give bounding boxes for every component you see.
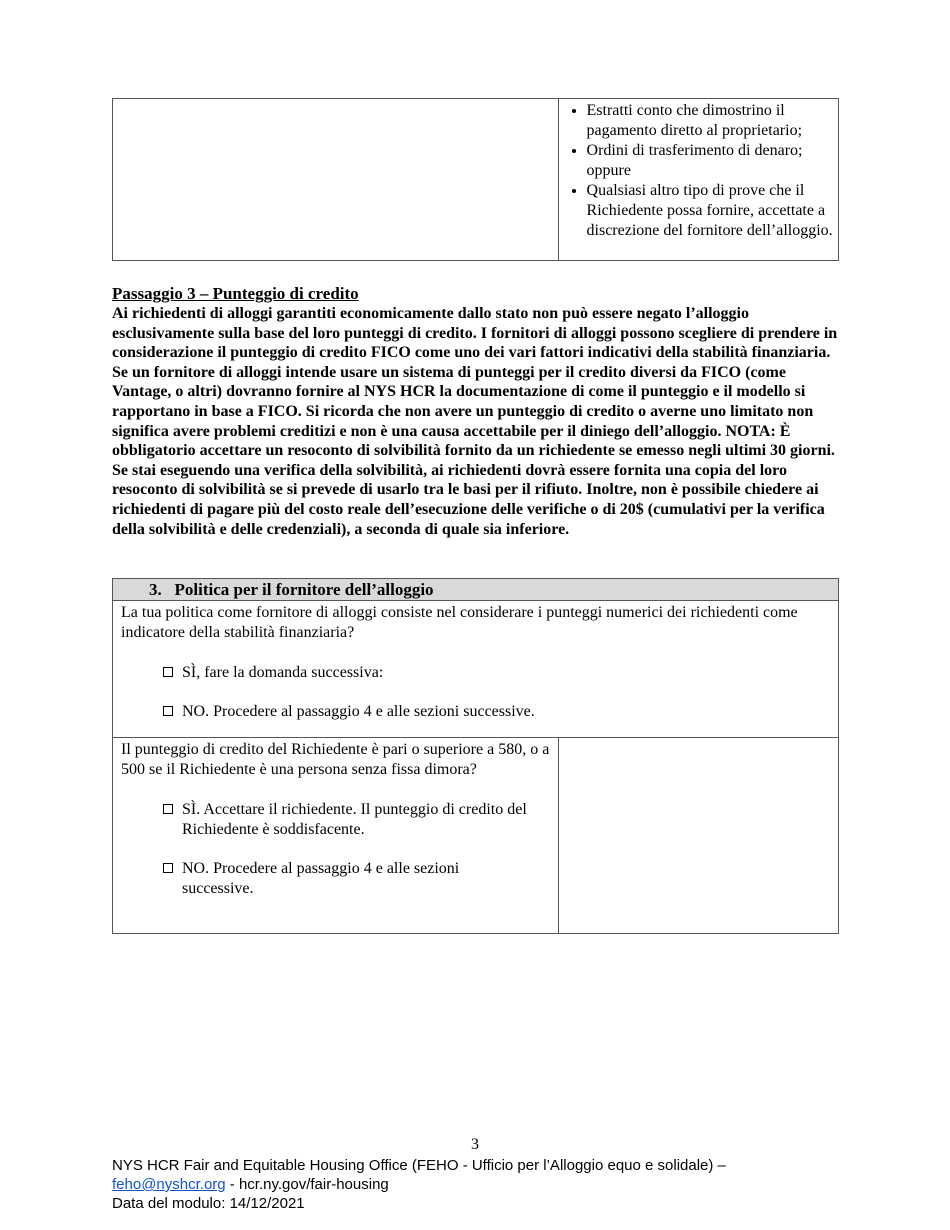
question-2-text: Il punteggio di credito del Richiedente è pari o superiore a 580, o a 500 se il Richiedente è una persona senza fissa dimora? [121,741,550,778]
q2-yes-label: SÌ. Accettare il richiedente. Il punteggio di credito del Richiedente è soddisfacente. [182,801,527,838]
q2-no-label: NO. Procedere al passaggio 4 e alle sezioni successive. [182,860,460,897]
documents-table [112,98,839,261]
documents-list [559,99,838,241]
footer-office-line: NYS HCR Fair and Equitable Housing Office (FEHO - Ufficio per l’Alloggio equo e solidale) – [112,1157,726,1174]
footer-site: - hcr.ny.gov/fair-housing [225,1176,389,1193]
q1-no-option[interactable] [113,702,838,722]
policy-table [112,578,839,934]
list-item: • Qualsiasi altro tipo di prove che il Richiedente possa fornire, accettate a discrezione del fornitore dell’alloggio. [587,181,838,241]
step3-title: Passaggio 3 – Punteggio di credito [112,284,359,303]
q2-yes-checkbox[interactable] [163,804,173,814]
page-number: 3 [471,1136,479,1153]
q2-no-option[interactable] [113,859,558,899]
section-number: 3. [149,580,162,599]
q2-no-checkbox[interactable] [163,863,173,873]
section-header [113,579,839,601]
list-item: • Ordini di trasferimento di denaro; oppure [587,141,838,181]
answer-cell [559,738,839,934]
question-1-cell [113,601,839,738]
footer [112,1156,726,1213]
q1-yes-label: SÌ, fare la domanda successiva: [182,664,384,681]
list-item: • Estratti conto che dimostrino il pagamento diretto al proprietario; [587,101,838,141]
documents-cell [558,99,838,261]
q1-yes-checkbox[interactable] [163,667,173,677]
q1-no-checkbox[interactable] [163,706,173,716]
question-1-text: La tua politica come fornitore di alloggi consiste nel considerare i punteggi numerici dei richiedenti come indicatore della stabilità finanziaria? [121,604,798,641]
footer-form-date: Data del modulo: 14/12/2021 [112,1195,305,1212]
q1-yes-option[interactable] [113,663,838,683]
footer-contact-line [112,1175,726,1194]
empty-cell [113,99,559,261]
q2-yes-option[interactable] [113,800,558,840]
section-title: Politica per il fornitore dell’alloggio [174,580,434,599]
question-2-cell [113,738,559,934]
step3-body: Ai richiedenti di alloggi garantiti economicamente dallo stato non può essere negato l’alloggio esclusivamente sulla base del loro punteggi di credito. I fornitori di alloggi possono scegliere di prendere in considerazione il punteggio di credito FICO come uno dei vari fattori indicativi della stabilità finanziaria. Se un fornitore di alloggi intende usare un sistema di punteggi per il credito diversi da FICO (come Vantage, o altri) dovranno fornire al NYS HCR la documentazione di come il punteggio e il modello si rapportano in base a FICO. Si ricorda che non avere un punteggio di credito o averne uno limitato non significa avere problemi creditizi e non è una causa accettabile per il diniego dell’alloggio. NOTA: È obbligatorio accettare un resoconto di solvibilità fornito da un richiedente se emesso negli ultimi 30 giorni. Se stai eseguendo una verifica della solvibilità, ai richiedenti dovrà essere fornita una copia del loro resoconto di solvibilità se si prevede di usarlo tra le basi per il rifiuto. Inoltre, non è possibile chiedere ai richiedenti di pagare più del costo reale dell’esecuzione delle verifiche o di 20$ (cumulativi per la verifica della solvibilità e delle credenziali), a seconda di quale sia inferiore. [112,305,838,538]
email-link[interactable]: feho@nyshcr.org [112,1176,226,1193]
q1-no-label: NO. Procedere al passaggio 4 e alle sezioni successive. [182,703,535,720]
